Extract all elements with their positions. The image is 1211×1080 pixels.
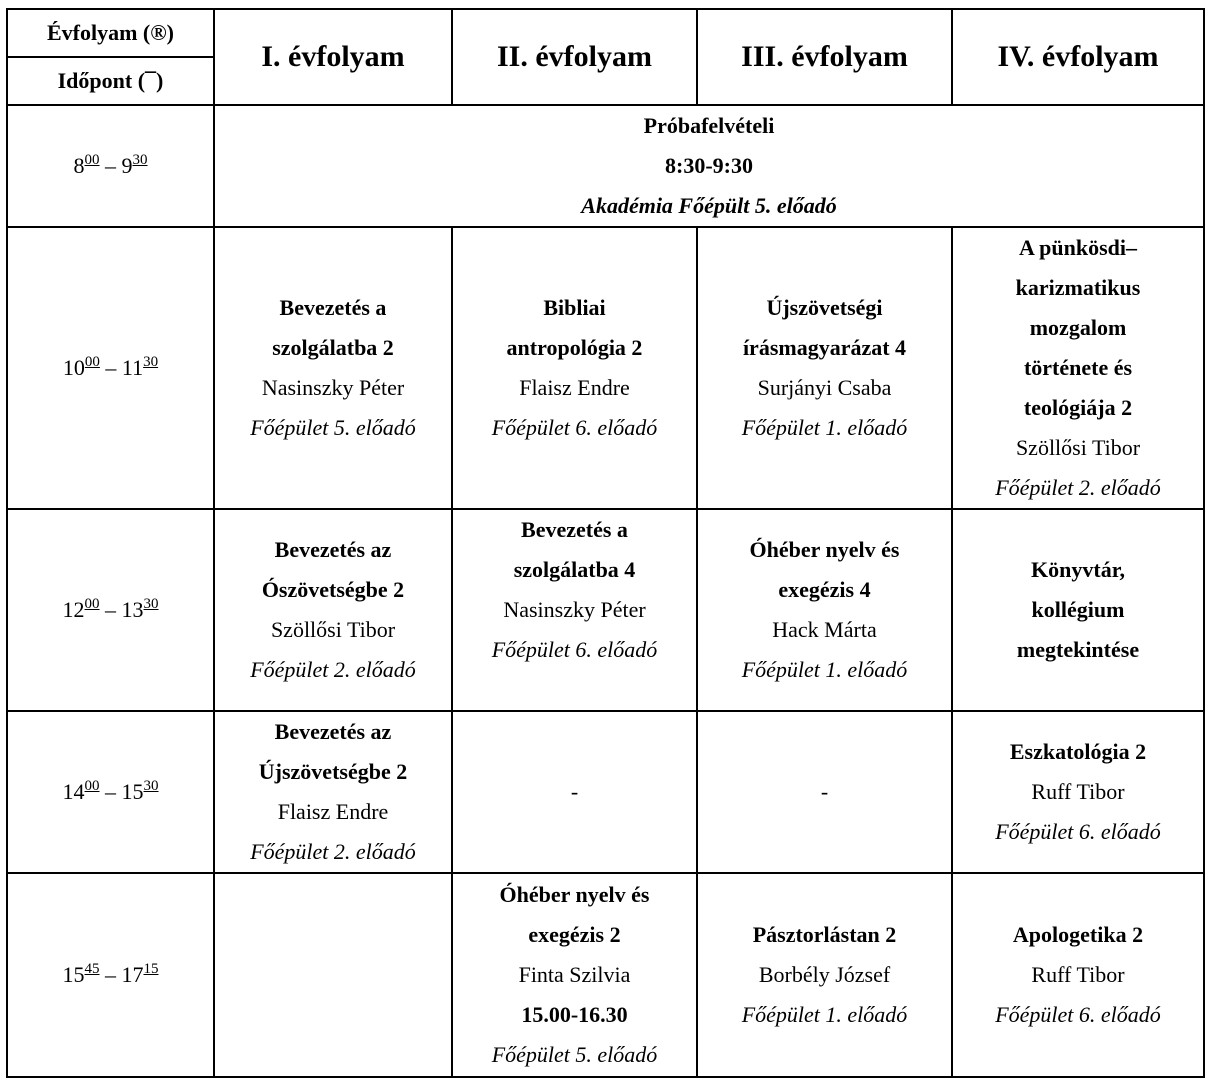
- course-room: Főépület 2. előadó: [995, 475, 1161, 500]
- course-title: Bevezetés az: [274, 537, 392, 562]
- course-cell: [952, 711, 1204, 873]
- course-title: Újszövetségi: [766, 295, 883, 320]
- event-time: 8:30-9:30: [665, 153, 753, 178]
- course-title: Bevezetés a: [279, 295, 387, 320]
- course-room: Főépület 6. előadó: [995, 1002, 1161, 1027]
- empty-slot-dash: -: [452, 711, 697, 873]
- course-title: Eszkatológia 2: [1009, 739, 1147, 764]
- course-title: története és: [1023, 355, 1133, 380]
- course-teacher: Surjányi Csaba: [757, 375, 892, 400]
- course-cell: [214, 509, 452, 711]
- course-title: exegézis 2: [528, 922, 621, 947]
- time-cell: $15^{45} - 17^{15}$: [7, 873, 214, 1077]
- course-room: Főépület 5. előadó: [491, 1042, 658, 1067]
- course-cell: [214, 711, 452, 873]
- course-cell: [452, 509, 697, 711]
- course-teacher: Borbély József: [758, 962, 891, 987]
- course-cell: [452, 873, 697, 1077]
- timetable: [6, 8, 1205, 1078]
- course-title: szolgálatba 4: [513, 557, 636, 582]
- time-cell: $8^{00} - 9^{30}$: [7, 105, 214, 227]
- course-title: megtekintése: [1016, 637, 1140, 662]
- course-title: teológiája 2: [1023, 395, 1133, 420]
- course-title: Bevezetés a: [521, 517, 628, 542]
- course-cell: [452, 227, 697, 509]
- course-room: Főépület 6. előadó: [491, 637, 658, 662]
- corner-header: [7, 9, 214, 105]
- course-cell: [697, 227, 952, 509]
- course-title: mozgalom: [1029, 315, 1127, 340]
- course-title: szolgálatba 2: [272, 335, 394, 360]
- course-room: Főépület 2. előadó: [250, 657, 416, 682]
- table-row: [7, 105, 1204, 227]
- course-title: antropológia 2: [506, 335, 643, 360]
- course-cell: [697, 509, 952, 711]
- table-row: [7, 509, 1204, 711]
- course-room: Főépület 1. előadó: [741, 415, 908, 440]
- time-cell: $14^{00} - 15^{30}$: [7, 711, 214, 873]
- course-title: Óhéber nyelv és: [499, 882, 650, 907]
- course-title: Pásztorlástan 2: [752, 922, 897, 947]
- column-header-1: I. évfolyam: [214, 9, 452, 105]
- course-cell: [952, 873, 1204, 1077]
- course-teacher: Ruff Tibor: [1031, 962, 1125, 987]
- corner-time-label: Időpont (¯): [57, 68, 164, 93]
- course-title: írásmagyarázat 4: [742, 335, 907, 360]
- table-row: [7, 711, 1204, 873]
- column-header-3: III. évfolyam: [697, 9, 952, 105]
- event-title: Próbafelvételi: [643, 113, 775, 138]
- course-room: Főépület 1. előadó: [741, 657, 908, 682]
- time-cell: $12^{00} - 13^{30}$: [7, 509, 214, 711]
- course-title: Újszövetségbe 2: [258, 759, 408, 784]
- course-teacher: Nasinszky Péter: [503, 597, 646, 622]
- empty-slot-dash: -: [697, 711, 952, 873]
- course-room: Főépület 5. előadó: [250, 415, 416, 440]
- time-cell: $10^{00} - 11^{30}$: [7, 227, 214, 509]
- course-room: Főépület 6. előadó: [491, 415, 658, 440]
- course-title: Apologetika 2: [1012, 922, 1144, 947]
- course-teacher: Flaisz Endre: [277, 799, 389, 824]
- column-header-2: II. évfolyam: [452, 9, 697, 105]
- course-room: Főépület 6. előadó: [995, 819, 1161, 844]
- course-title: Ószövetségbe 2: [261, 577, 405, 602]
- table-row: [7, 227, 1204, 509]
- course-cell: [952, 227, 1204, 509]
- column-header-4: IV. évfolyam: [952, 9, 1204, 105]
- course-title: kollégium: [1031, 597, 1125, 622]
- course-title: karizmatikus: [1015, 275, 1141, 300]
- course-title: Könyvtár,: [1031, 557, 1125, 582]
- course-teacher: Ruff Tibor: [1031, 779, 1125, 804]
- course-teacher: Flaisz Endre: [519, 375, 630, 400]
- course-title: Óhéber nyelv és: [749, 537, 900, 562]
- course-time: 15.00-16.30: [521, 1002, 628, 1027]
- course-room: Főépület 1. előadó: [741, 1002, 908, 1027]
- course-teacher: Szöllősi Tibor: [270, 617, 396, 642]
- merged-event-cell: [214, 105, 1204, 227]
- course-cell: [214, 227, 452, 509]
- course-teacher: Hack Márta: [772, 617, 877, 642]
- course-title: Bevezetés az: [274, 719, 392, 744]
- corner-year-label: Évfolyam (®): [8, 10, 213, 58]
- course-cell: [952, 509, 1204, 711]
- table-row: [7, 873, 1204, 1077]
- course-title: exegézis 4: [778, 577, 871, 602]
- event-room: Akadémia Főépült 5. előadó: [581, 193, 837, 218]
- course-teacher: Nasinszky Péter: [261, 375, 405, 400]
- course-room: Főépület 2. előadó: [250, 839, 416, 864]
- course-cell: [697, 873, 952, 1077]
- course-teacher: Finta Szilvia: [518, 962, 631, 987]
- course-title: Bibliai: [543, 295, 606, 320]
- empty-cell: [214, 873, 452, 1077]
- course-title: A pünkösdi–: [1018, 235, 1138, 260]
- course-teacher: Szöllősi Tibor: [1015, 435, 1141, 460]
